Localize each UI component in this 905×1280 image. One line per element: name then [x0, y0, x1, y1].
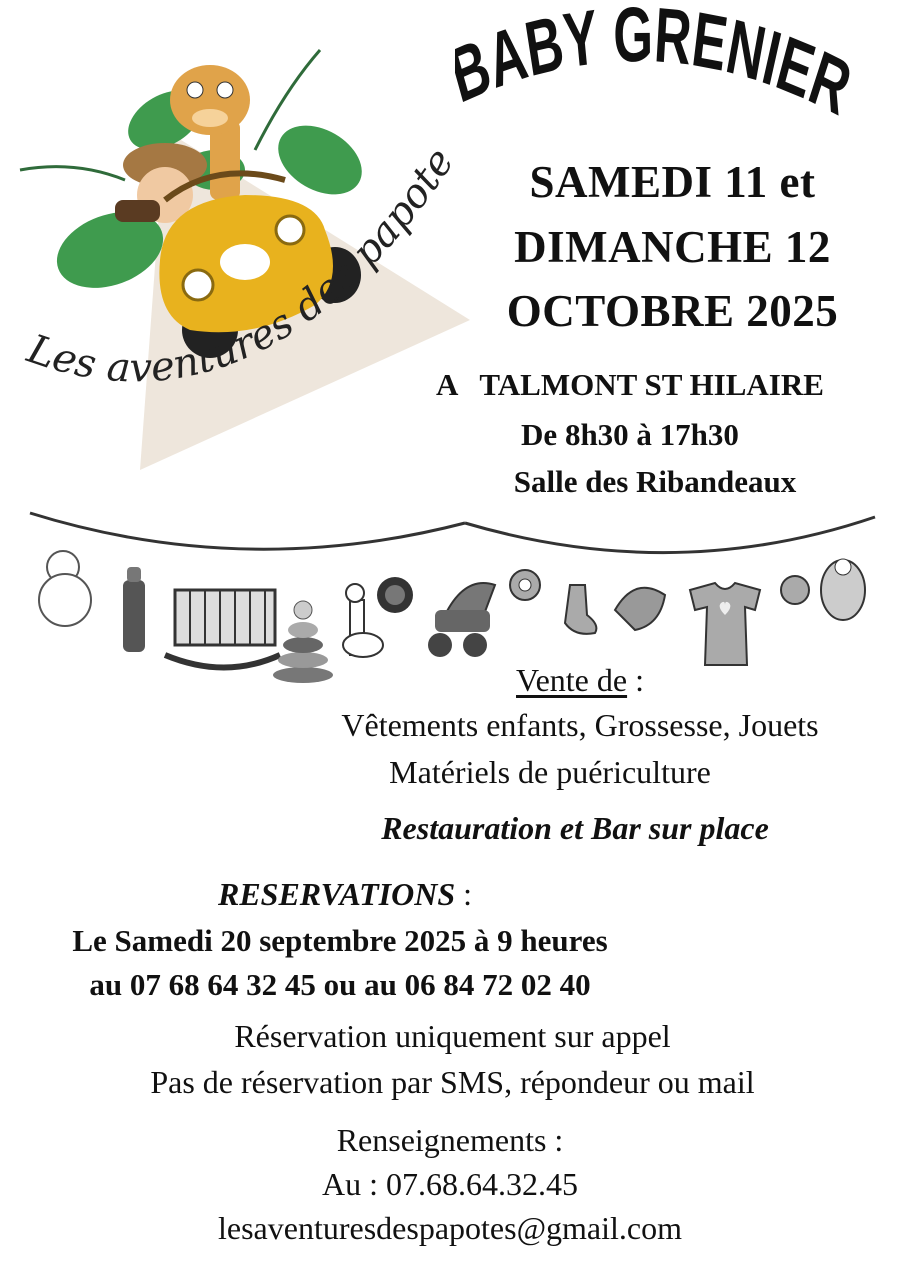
stacking-rings-icon [273, 601, 333, 683]
cradle-icon [165, 590, 280, 668]
info-phone: Au : 07.68.64.32.45 [322, 1166, 578, 1202]
sale-heading-label: Vente de [516, 662, 628, 698]
baby-hat-icon [615, 588, 665, 630]
plate-icon [377, 577, 413, 613]
reservations-heading-suffix: : [455, 876, 473, 912]
title-text: ABY GRENIE [479, 0, 830, 118]
sock-icon [565, 585, 596, 634]
teddy-bear-icon [39, 551, 91, 626]
logo-illustration [15, 30, 470, 470]
reservation-phones: au 07 68 64 32 45 ou au 06 84 72 02 40 [89, 967, 591, 1002]
sale-line-2: Matériels de puériculture [389, 754, 711, 790]
garland-string [30, 513, 875, 553]
date-line-3: OCTOBRE 2025 [506, 286, 839, 336]
reservation-note-2: Pas de réservation par SMS, répondeur ou mail [150, 1064, 755, 1100]
pacifier-icon-2 [781, 576, 809, 604]
info-email: lesaventuresdespapotes@gmail.com [218, 1210, 682, 1246]
sale-heading-suffix: : [627, 662, 644, 698]
reservations-heading-label: RESERVATIONS [217, 876, 456, 912]
logo-script-text: Les aventures des papote [21, 139, 464, 392]
pacifier-icon [510, 570, 540, 600]
poster-title [455, 0, 855, 130]
food-notice: Restauration et Bar sur place [381, 810, 769, 846]
opening-hours: De 8h30 à 17h30 [521, 417, 739, 452]
info-heading: Renseignements : [336, 1122, 564, 1158]
date-line-1: SAMEDI 11 et [529, 157, 816, 207]
reservations-heading [190, 878, 500, 910]
giraffe-toy-icon [343, 584, 383, 657]
sale-line-1: Vêtements enfants, Grossesse, Jouets [341, 707, 819, 743]
bodysuit-icon [690, 583, 760, 665]
title-graphic [455, 0, 855, 130]
location-city: A TALMONT ST HILAIRE [436, 367, 824, 402]
baby-items-garland [25, 505, 885, 690]
bib-icon [821, 559, 865, 620]
date-line-2: DIMANCHE 12 [514, 222, 831, 272]
svg-text:BABY GRENIER [455, 0, 855, 130]
reservation-date: Le Samedi 20 septembre 2025 à 9 heures [72, 923, 608, 958]
baby-bottle-icon [123, 567, 145, 652]
venue-name: Salle des Ribandeaux [513, 464, 797, 499]
sale-heading [430, 664, 730, 696]
reservation-note-1: Réservation uniquement sur appel [234, 1018, 671, 1054]
stroller-icon [428, 583, 495, 657]
